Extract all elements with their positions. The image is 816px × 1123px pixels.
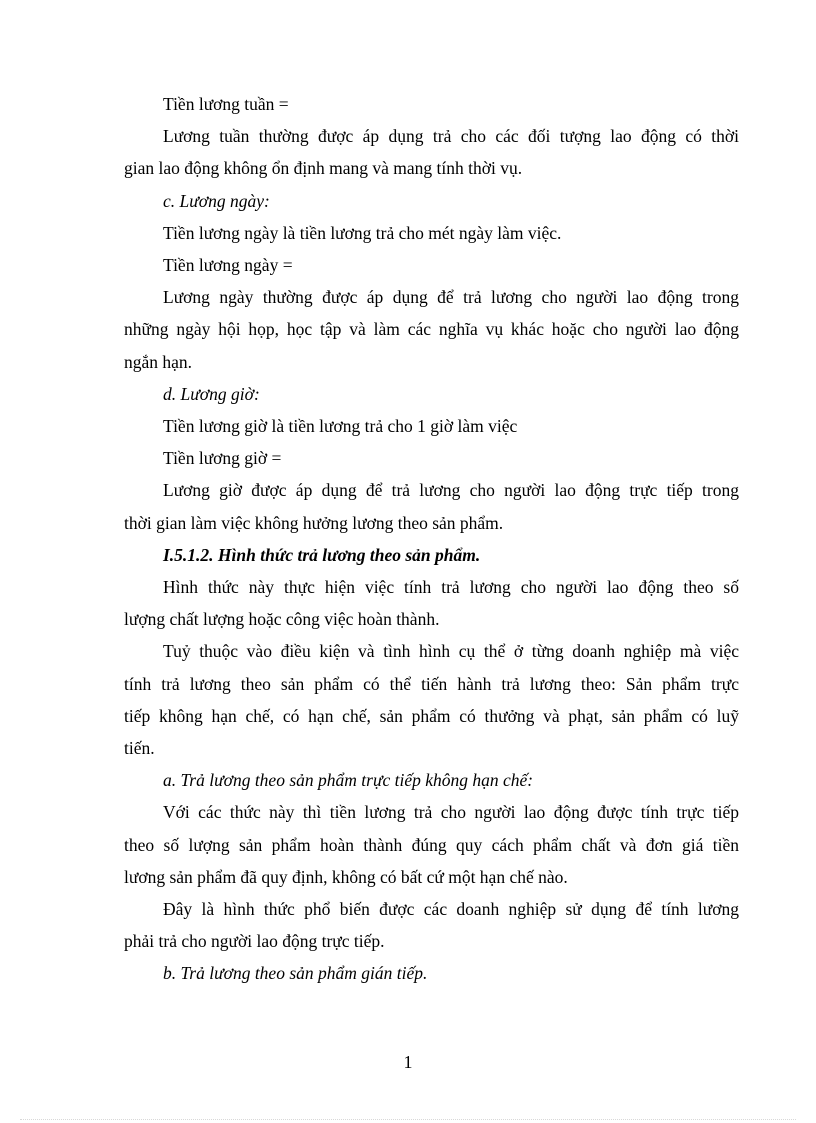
- paragraph-line: Lương ngày thường được áp dụng để trả lương cho người lao động trong: [163, 287, 739, 308]
- paragraph-line: gian lao động không ổn định mang và mang tính thời vụ.: [124, 158, 523, 179]
- paragraph-line: phải trả cho người lao động trực tiếp.: [124, 931, 385, 952]
- paragraph-line: Lương giờ được áp dụng để trả lương cho người lao động trực tiếp trong: [163, 480, 739, 501]
- paragraph-weekly-wage: [124, 120, 739, 184]
- paragraph-line: Đây là hình thức phổ biến được các doanh nghiệp sử dụng để tính lương: [163, 899, 739, 920]
- text-hourly-wage-definition: Tiền lương giờ là tiền lương trả cho 1 giờ làm việc: [163, 416, 518, 437]
- paragraph-line: tiến.: [124, 738, 155, 759]
- formula-weekly-wage: Tiền lương tuần =: [163, 94, 289, 114]
- paragraph-product-wage-types: [124, 635, 739, 764]
- paragraph-line: những ngày hội họp, học tập và làm các nghĩa vụ khác hoặc cho người lao động: [124, 319, 739, 340]
- paragraph-line: Tuỷ thuộc vào điều kiện và tình hình cụ thể ở từng doanh nghiệp mà việc: [163, 641, 739, 662]
- paragraph-line: tính trả lương theo sản phẩm có thể tiến hành trả lương theo: Sản phẩm trực: [124, 673, 739, 694]
- page-bottom-border: [20, 1119, 796, 1120]
- section-heading-product-wage: I.5.1.2. Hình thức trả lương theo sản phẩm.: [163, 544, 481, 565]
- paragraph-line: tiếp không hạn chế, có hạn chế, sản phẩm có thưởng và phạt, sản phẩm có luỹ: [124, 705, 739, 726]
- paragraph-line: Với các thức này thì tiền lương trả cho người lao động được tính trực tiếp: [163, 802, 739, 823]
- formula-hourly-wage: Tiền lương giờ =: [163, 448, 282, 469]
- paragraph-line: ngắn hạn.: [124, 351, 193, 372]
- paragraph-line: lượng chất lượng hoặc công việc hoàn thành.: [124, 609, 440, 630]
- paragraph-common-form: [124, 893, 739, 957]
- paragraph-daily-wage: [124, 281, 739, 378]
- heading-daily-wage: c. Lương ngày:: [163, 190, 270, 211]
- paragraph-line: thời gian làm việc không hưởng lương theo sản phẩm.: [124, 512, 504, 533]
- paragraph-direct-product-wage: [124, 796, 739, 893]
- heading-hourly-wage: d. Lương giờ:: [163, 383, 260, 404]
- text-daily-wage-definition: Tiền lương ngày là tiền lương trả cho mét ngày làm việc.: [163, 222, 562, 243]
- heading-direct-product-wage: a. Trả lương theo sản phẩm trực tiếp không hạn chế:: [163, 770, 534, 791]
- paragraph-line: Hình thức này thực hiện việc tính trả lương cho người lao động theo số: [163, 577, 739, 598]
- paragraph-product-wage-intro: [124, 571, 739, 635]
- heading-indirect-product-wage: b. Trả lương theo sản phẩm gián tiếp.: [163, 963, 428, 984]
- page-number: 1: [403, 1052, 413, 1072]
- paragraph-hourly-wage: [124, 474, 739, 538]
- paragraph-line: lương sản phẩm đã quy định, không có bất cứ một hạn chế nào.: [124, 866, 568, 887]
- document-body: [124, 88, 739, 990]
- paragraph-line: theo số lượng sản phẩm hoàn thành đúng quy cách phẩm chất và đơn giá tiền: [124, 834, 739, 855]
- paragraph-line: Lương tuần thường được áp dụng trả cho các đối tượng lao động có thời: [163, 126, 739, 147]
- formula-daily-wage: Tiền lương ngày =: [163, 255, 293, 276]
